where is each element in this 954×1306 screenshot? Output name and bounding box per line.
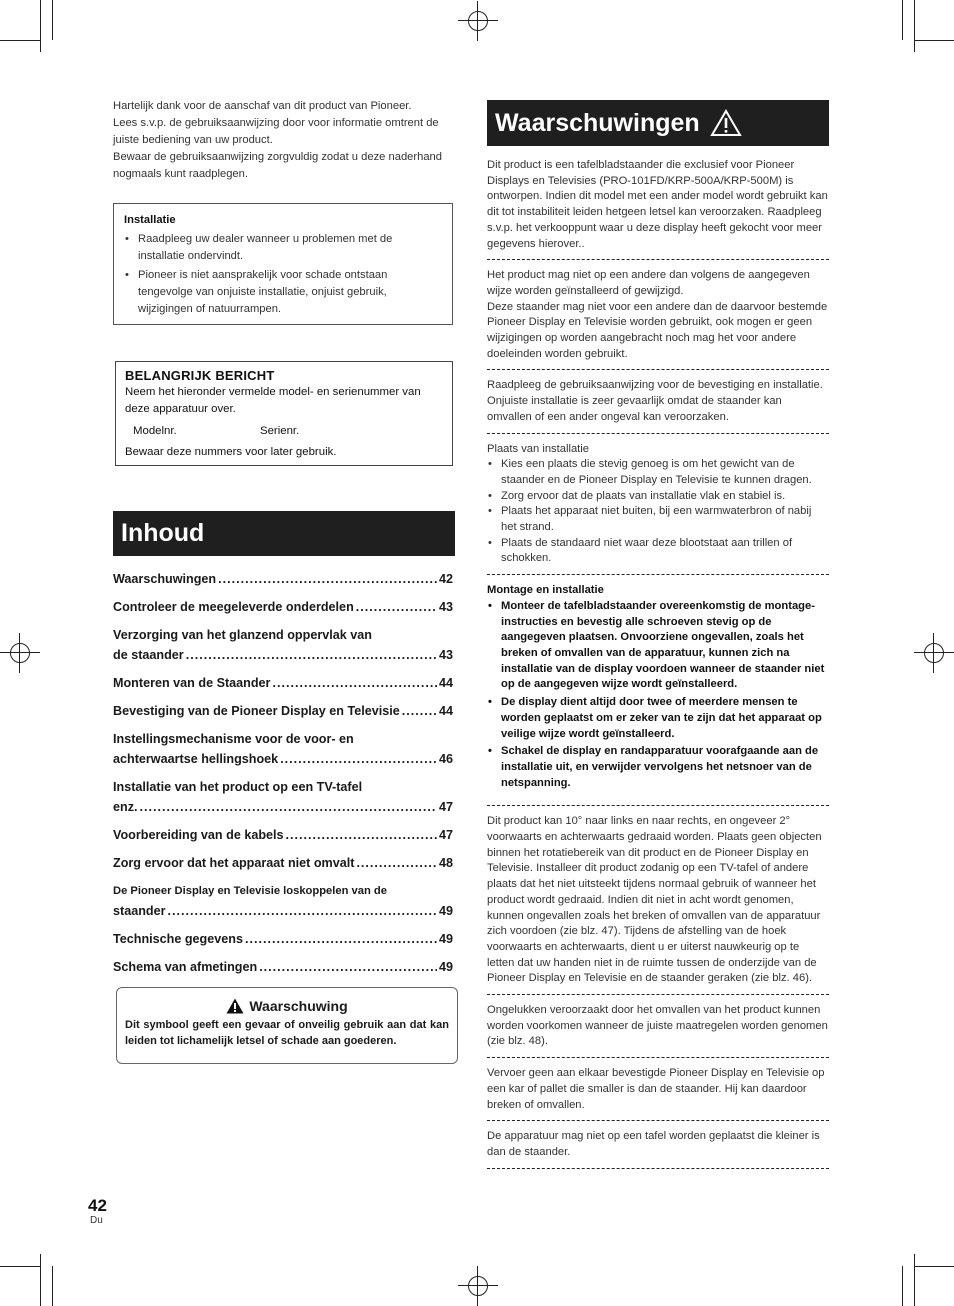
registration-mark [458, 1, 498, 41]
registration-mark [914, 633, 954, 673]
warning-triangle-icon [710, 109, 742, 137]
notice-footer: Bewaar deze nummers voor later gebruik. [125, 446, 337, 458]
dashed-divider [487, 994, 829, 995]
toc-entry-label-line: De Pioneer Display en Televisie loskoppelen van de [113, 885, 387, 897]
warning-paragraph: Dit product is een tafelbladstaander die exclusief voor Pioneer Displays en Televisies (PRO-101FD/KRP-500A/KRP-500M) is ontworpen. Indien dit model met een ander model wordt gebruikt kan dit tot instabiliteit leiden hetgeen letsel kan veroorzaken. Raadpleeg s.v.p. het verkooppunt waar u deze display heeft gekocht voor meer gegevens hierover.. [487, 159, 828, 250]
notice-title: BELANGRIJK BERICHT [125, 368, 275, 383]
list-item: • De display dient altijd door twee of meerdere mensen te worden geplaatst om er zeker van te zijn dat het apparaat op veilige wijze wordt geïnstalleerd. [487, 695, 829, 742]
toc-entry[interactable] [113, 673, 453, 693]
toc-page-number: 44 [438, 676, 453, 690]
notice-text: Neem het hieronder vermelde model- en serienummer van deze apparatuur over. [125, 386, 421, 415]
warning-paragraph: Ongelukken veroorzaakt door het omvallen van het product kunnen worden voorkomen wanneer de juiste maatregelen worden genomen (zie blz. 48). [487, 1004, 828, 1048]
warning-paragraph: Deze staander mag niet voor een andere dan de daarvoor bestemde Pioneer Display en Televisie worden gebruikt, ook mogen er geen wijzigingen op worden aangebracht noch mag het voor andere doeleinden worden gebruikt. [487, 300, 828, 360]
toc-page-number: 46 [438, 752, 453, 766]
dashed-divider [487, 1168, 829, 1169]
installation-heading: Installatie [124, 214, 176, 226]
toc-entry-label: enz. [113, 800, 138, 814]
toc-entry-label: Controleer de meegeleverde onderdelen [113, 600, 354, 614]
model-label: Modelnr. [133, 425, 177, 437]
dashed-divider [487, 369, 829, 370]
toc-entry-label: Voorbereiding van de kabels [113, 828, 284, 842]
toc-page-number: 47 [438, 800, 453, 814]
page-language: Du [90, 1215, 103, 1226]
toc-leader-dots [356, 853, 437, 873]
warning-paragraph: Dit product kan 10° naar links en naar rechts, en ongeveer 2° voorwaarts en achterwaarts gedraaid worden. Plaats geen objecten binnen het rotatiebereik van dit product en de Pioneer Display en Televisie. Installeer dit product zodanig op een TV-tafel of andere plaats dat het niet uitsteekt tijdens normaal gebruik of wanneer het product wordt gedraaid. Indien dit niet in acht wordt genomen, kunnen ongevallen zoals het breken of omvallen van de apparatuur zich voordoen (zie blz. 47). Tijdens de afstelling van de hoek voorwaarts en achterwaarts, dient u er uiterst nauwkeurig op te letten dat uw handen niet in de ruimte tussen de onderzijde van de Pioneer Display en Televisie en de staander geraken (zie blz. 46). [487, 815, 822, 985]
list-item: • Plaats de standaard niet waar deze blootstaat aan trillen of schokken. [487, 536, 829, 567]
warnings-body [487, 158, 829, 1169]
warning-title: Waarschuwing [249, 998, 348, 1014]
warning-triangle-icon [226, 998, 244, 1014]
table-of-contents [113, 569, 453, 985]
serial-label: Serienr. [260, 425, 300, 437]
list-item: • Schakel de display en randapparatuur voorafgaande aan de installatie uit, en verwijder vervolgens het netsnoer van de netspanning. [487, 744, 829, 791]
toc-entry-label-line: Verzorging van het glanzend oppervlak van [113, 628, 372, 642]
toc-entry[interactable] [113, 881, 453, 921]
toc-entry-label: Waarschuwingen [113, 572, 217, 586]
registration-mark [0, 633, 40, 673]
list-item: • Zorg ervoor dat de plaats van installatie vlak en stabiel is. [487, 489, 829, 505]
toc-entry[interactable] [113, 929, 453, 949]
toc-leader-dots [245, 929, 437, 949]
assembly-heading: Montage en installatie [487, 584, 604, 597]
toc-entry-label-line: Installatie van het product op een TV-tafel [113, 780, 363, 794]
toc-entry[interactable] [113, 701, 453, 721]
toc-title: Inhoud [113, 511, 455, 556]
warning-symbol-box [116, 987, 458, 1064]
list-item: • Plaats het apparaat niet buiten, bij een warmwaterbron of nabij het strand. [487, 504, 829, 535]
intro-text: Hartelijk dank voor de aanschaf van dit product van Pioneer. Lees s.v.p. de gebruiksaanwijzing door voor informatie omtrent de juiste bediening van uw product. Bewaar de gebruiksaanwijzing zorgvuldig zodat u deze naderhand nogmaals kunt raadplegen. [113, 100, 443, 180]
toc-entry[interactable] [113, 825, 453, 845]
warning-paragraph: Het product mag niet op een andere dan volgens de aangegeven wijze worden geïnstalleerd of gewijzigd. [487, 269, 810, 297]
toc-entry-label: Technische gegevens [113, 932, 243, 946]
right-column [487, 100, 829, 1177]
toc-entry[interactable] [113, 777, 453, 817]
toc-entry-label: de staander [113, 648, 184, 662]
toc-entry-label-line: Instellingsmechanisme voor de voor- en [113, 732, 354, 746]
warning-paragraph: De apparatuur mag niet op een tafel worden geplaatst die kleiner is dan de staander. [487, 1130, 820, 1158]
toc-page-number: 42 [438, 572, 453, 586]
toc-leader-dots [259, 957, 437, 977]
toc-leader-dots [140, 797, 437, 817]
toc-leader-dots [402, 701, 437, 721]
dashed-divider [487, 574, 829, 575]
dashed-divider [487, 1057, 829, 1058]
installation-item: • Raadpleeg uw dealer wanneer u problemen met de installatie ondervindt. [124, 231, 442, 265]
toc-page-number: 48 [438, 856, 453, 870]
toc-page-number: 49 [438, 960, 453, 974]
toc-page-number: 49 [438, 932, 453, 946]
toc-entry[interactable] [113, 729, 453, 769]
toc-entry[interactable] [113, 853, 453, 873]
toc-entry[interactable] [113, 569, 453, 589]
placement-section [487, 442, 829, 568]
toc-entry[interactable] [113, 625, 453, 665]
warning-paragraph: Vervoer geen aan elkaar bevestigde Pioneer Display en Televisie op een kar of pallet die smaller is dan de staander. Hij kan daardoor breken of omvallen. [487, 1067, 825, 1111]
left-column [113, 98, 455, 1047]
toc-entry-label: staander [113, 904, 166, 918]
toc-leader-dots [218, 569, 437, 589]
page-number: 42 [88, 1196, 107, 1215]
list-item: • Kies een plaats die stevig genoeg is om het gewicht van de staander en de Pioneer Display en Televisie te kunnen dragen. [487, 457, 829, 488]
installation-item: • Pioneer is niet aansprakelijk voor schade ontstaan tengevolge van onjuiste installatie, onjuist gebruik, wijzigingen of natuurrampen. [124, 267, 442, 318]
dashed-divider [487, 1120, 829, 1121]
toc-entry-label: Schema van afmetingen [113, 960, 258, 974]
toc-entry[interactable] [113, 597, 453, 617]
waarschuwingen-title: Waarschuwingen [487, 100, 829, 146]
toc-page-number: 43 [438, 648, 453, 662]
toc-leader-dots [286, 825, 437, 845]
warning-text: Dit symbool geeft een gevaar of onveilig gebruik aan dat kan leiden tot lichamelijk letsel of schade aan goederen. [125, 1019, 449, 1047]
toc-entry-label: achterwaartse hellingshoek [113, 752, 279, 766]
toc-page-number: 49 [438, 904, 453, 918]
toc-entry-label: Bevestiging van de Pioneer Display en Televisie [113, 704, 400, 718]
dashed-divider [487, 259, 829, 260]
toc-page-number: 43 [438, 600, 453, 614]
list-item: • Monteer de tafelbladstaander overeenkomstig de montage-instructies en bevestig alle schroeven stevig op de aangegeven plaatsen. Onvoorziene ongevallen, zoals het breken of omvallen van de apparatuur, kunnen zich na installatie van de display voordoen wanneer de staander niet op de aangegeven wijze wordt geïnstalleerd. [487, 599, 829, 693]
installation-box [113, 203, 453, 325]
placement-heading: Plaats van installatie [487, 442, 589, 455]
toc-leader-dots [272, 673, 437, 693]
toc-leader-dots [168, 901, 437, 921]
toc-entry-label: Monteren van de Staander [113, 676, 271, 690]
toc-leader-dots [280, 749, 437, 769]
dashed-divider [487, 433, 829, 434]
important-notice-box [115, 361, 453, 466]
toc-leader-dots [186, 645, 437, 665]
toc-entry[interactable] [113, 957, 453, 977]
assembly-section [487, 583, 829, 791]
toc-page-number: 47 [438, 828, 453, 842]
registration-mark [458, 1266, 498, 1306]
toc-leader-dots [356, 597, 437, 617]
warning-paragraph: Raadpleeg de gebruiksaanwijzing voor de bevestiging en installatie. Onjuiste installatie is zeer gevaarlijk omdat de staander kan omvallen of een ander ongeval kan veroorzaken. [487, 379, 823, 423]
toc-entry-label: Zorg ervoor dat het apparaat niet omvalt [113, 856, 355, 870]
toc-page-number: 44 [438, 704, 453, 718]
dashed-divider [487, 805, 829, 806]
